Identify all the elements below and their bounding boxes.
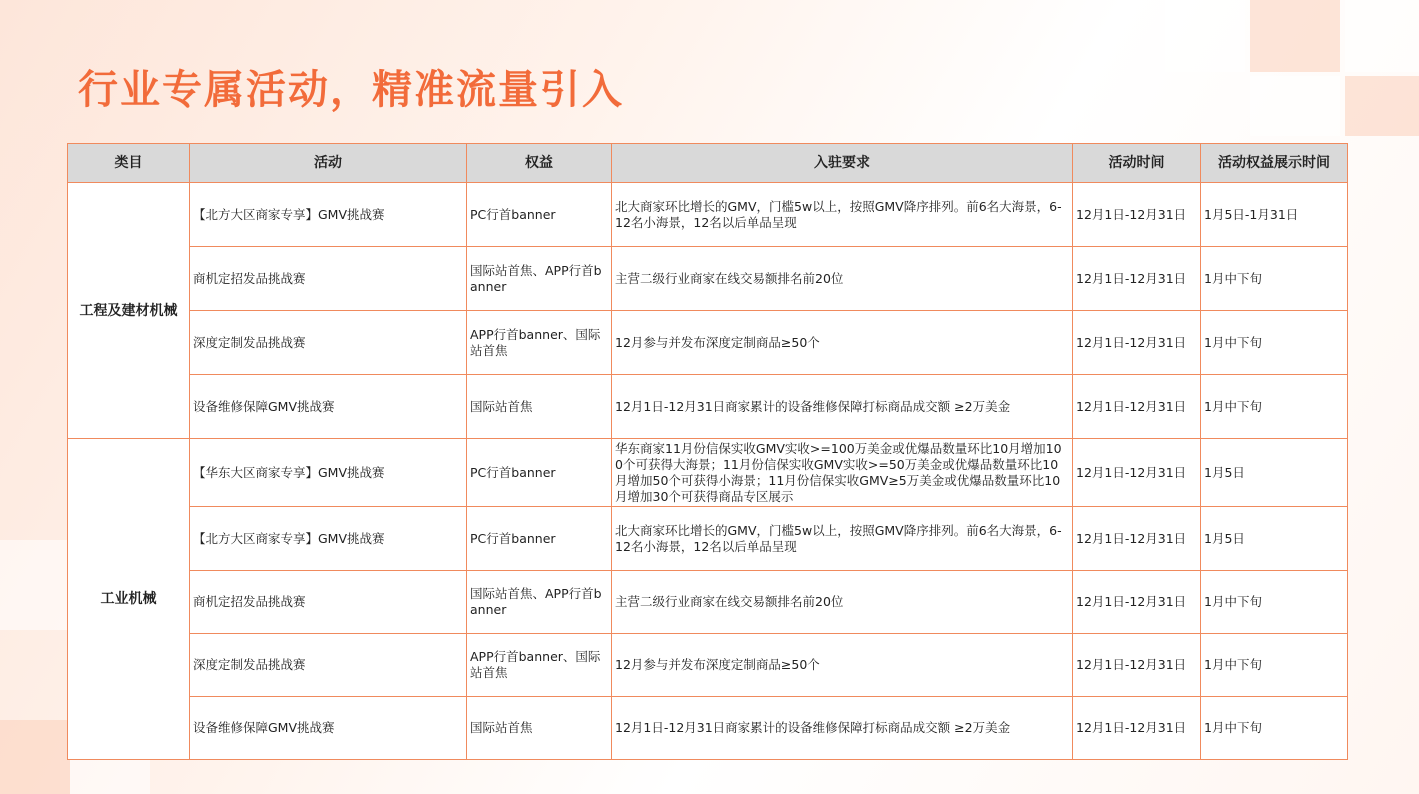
- header-category: 类目: [68, 144, 190, 183]
- activity-cell: 【北方大区商家专享】GMV挑战赛: [190, 507, 467, 571]
- background-tile: [1165, 0, 1245, 72]
- activity-time-cell: 12月1日-12月31日: [1073, 375, 1201, 439]
- display-time-cell: 1月中下旬: [1201, 697, 1348, 760]
- activity-time-cell: 12月1日-12月31日: [1073, 507, 1201, 571]
- display-time-cell: 1月中下旬: [1201, 375, 1348, 439]
- benefit-cell: PC行首banner: [467, 507, 612, 571]
- background-tile: [1345, 0, 1419, 72]
- activity-time-cell: 12月1日-12月31日: [1073, 183, 1201, 247]
- activity-cell: 深度定制发品挑战赛: [190, 634, 467, 697]
- table-row: [68, 634, 1348, 697]
- benefit-cell: PC行首banner: [467, 183, 612, 247]
- header-display-time: 活动权益展示时间: [1201, 144, 1348, 183]
- table-row: [68, 183, 1348, 247]
- background-tile: [0, 540, 70, 630]
- display-time-cell: 1月中下旬: [1201, 634, 1348, 697]
- activity-time-cell: 12月1日-12月31日: [1073, 439, 1201, 507]
- requirement-cell: 12月参与并发布深度定制商品≥50个: [612, 634, 1073, 697]
- display-time-cell: 1月5日: [1201, 507, 1348, 571]
- background-tile: [1250, 0, 1340, 72]
- requirement-cell: 主营二级行业商家在线交易额排名前20位: [612, 247, 1073, 311]
- activity-table: [67, 143, 1348, 760]
- benefit-cell: 国际站首焦: [467, 697, 612, 760]
- requirement-cell: 12月参与并发布深度定制商品≥50个: [612, 311, 1073, 375]
- category-cell: 工程及建材机械: [68, 183, 190, 439]
- display-time-cell: 1月5日: [1201, 439, 1348, 507]
- requirement-cell: 华东商家11月份信保实收GMV实收>=100万美金或优爆品数量环比10月增加100个可获得大海景；11月份信保实收GMV实收>=50万美金或优爆品数量环比10月增加50个可获得小海景；11月份信保实收GMV≥5万美金或优爆品数量环比10月增加30个可获得商品专区展示: [612, 439, 1073, 507]
- background-tile: [1345, 76, 1419, 136]
- activity-cell: 商机定招发品挑战赛: [190, 571, 467, 634]
- activity-cell: 设备维修保障GMV挑战赛: [190, 697, 467, 760]
- requirement-cell: 12月1日-12月31日商家累计的设备维修保障打标商品成交额 ≥2万美金: [612, 375, 1073, 439]
- activity-time-cell: 12月1日-12月31日: [1073, 247, 1201, 311]
- requirement-cell: 12月1日-12月31日商家累计的设备维修保障打标商品成交额 ≥2万美金: [612, 697, 1073, 760]
- benefit-cell: 国际站首焦、APP行首banner: [467, 247, 612, 311]
- table-row: [68, 571, 1348, 634]
- requirement-cell: 北大商家环比增长的GMV，门槛5w以上，按照GMV降序排列。前6名大海景，6-12名小海景，12名以后单品呈现: [612, 507, 1073, 571]
- requirement-cell: 北大商家环比增长的GMV，门槛5w以上，按照GMV降序排列。前6名大海景，6-12名小海景，12名以后单品呈现: [612, 183, 1073, 247]
- header-benefit: 权益: [467, 144, 612, 183]
- activity-time-cell: 12月1日-12月31日: [1073, 311, 1201, 375]
- display-time-cell: 1月中下旬: [1201, 247, 1348, 311]
- activity-time-cell: 12月1日-12月31日: [1073, 571, 1201, 634]
- benefit-cell: APP行首banner、国际站首焦: [467, 311, 612, 375]
- display-time-cell: 1月中下旬: [1201, 311, 1348, 375]
- background-tile: [1250, 76, 1340, 136]
- benefit-cell: PC行首banner: [467, 439, 612, 507]
- table-row: [68, 697, 1348, 760]
- table-row: [68, 375, 1348, 439]
- activity-cell: 深度定制发品挑战赛: [190, 311, 467, 375]
- benefit-cell: 国际站首焦、APP行首banner: [467, 571, 612, 634]
- category-cell: 工业机械: [68, 439, 190, 760]
- table-row: [68, 311, 1348, 375]
- header-activity: 活动: [190, 144, 467, 183]
- table-row: [68, 247, 1348, 311]
- benefit-cell: 国际站首焦: [467, 375, 612, 439]
- display-time-cell: 1月中下旬: [1201, 571, 1348, 634]
- table-row: [68, 439, 1348, 507]
- table-row: [68, 507, 1348, 571]
- display-time-cell: 1月5日-1月31日: [1201, 183, 1348, 247]
- page-title: 行业专属活动，精准流量引入: [78, 67, 624, 113]
- background-tile: [0, 720, 70, 794]
- activity-time-cell: 12月1日-12月31日: [1073, 634, 1201, 697]
- activity-cell: 设备维修保障GMV挑战赛: [190, 375, 467, 439]
- header-requirement: 入驻要求: [612, 144, 1073, 183]
- activity-time-cell: 12月1日-12月31日: [1073, 697, 1201, 760]
- benefit-cell: APP行首banner、国际站首焦: [467, 634, 612, 697]
- activity-cell: 【北方大区商家专享】GMV挑战赛: [190, 183, 467, 247]
- requirement-cell: 主营二级行业商家在线交易额排名前20位: [612, 571, 1073, 634]
- table-header-row: [68, 144, 1348, 183]
- header-activity-time: 活动时间: [1073, 144, 1201, 183]
- activity-cell: 【华东大区商家专享】GMV挑战赛: [190, 439, 467, 507]
- activity-cell: 商机定招发品挑战赛: [190, 247, 467, 311]
